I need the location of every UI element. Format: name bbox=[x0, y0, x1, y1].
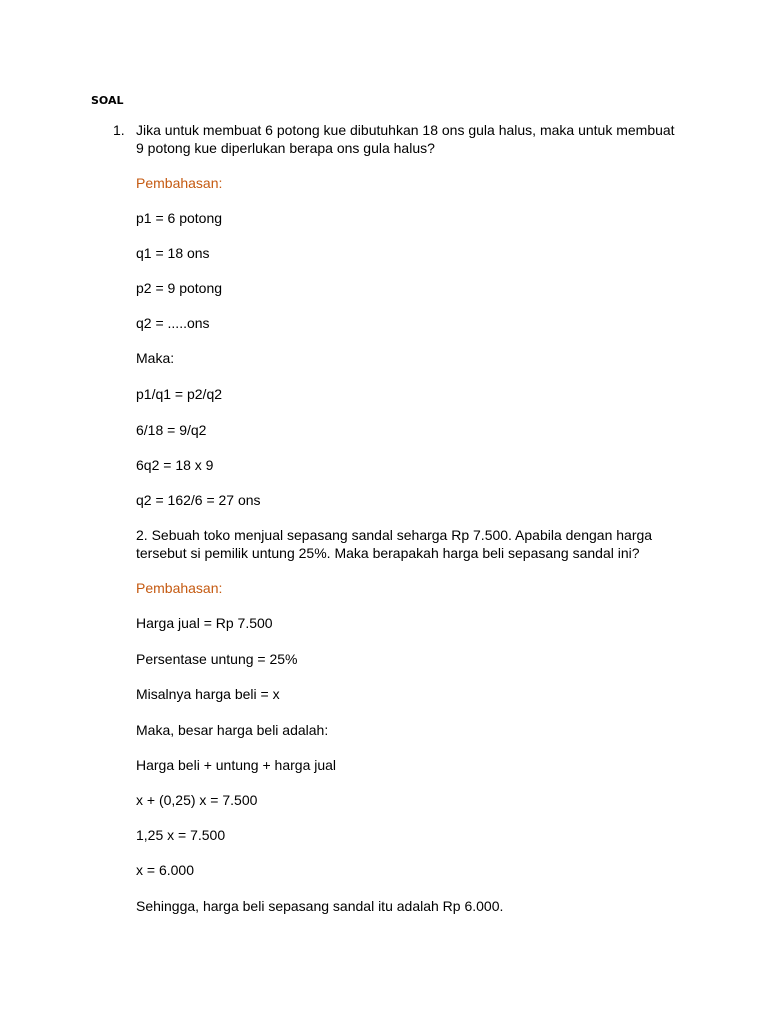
q1-step-1: p1 = 6 potong bbox=[136, 210, 223, 226]
q2-step-2: Persentase untung = 25% bbox=[136, 651, 298, 667]
question-1-text-line-1: Jika untuk membuat 6 potong kue dibutuhkan 18 ons gula halus, maka untuk membuat bbox=[136, 122, 675, 138]
q2-step-3: Misalnya harga beli = x bbox=[136, 686, 280, 702]
question-2-text-line-1: 2. Sebuah toko menjual sepasang sandal seharga Rp 7.500. Apabila dengan harga bbox=[136, 527, 653, 543]
q2-step-9: Sehingga, harga beli sepasang sandal itu adalah Rp 6.000. bbox=[136, 898, 504, 914]
q1-step-8: 6q2 = 18 x 9 bbox=[136, 457, 214, 473]
q2-step-6: x + (0,25) x = 7.500 bbox=[136, 792, 258, 808]
q2-step-5: Harga beli + untung + harga jual bbox=[136, 757, 337, 773]
q2-step-8: x = 6.000 bbox=[136, 862, 194, 878]
q2-step-4: Maka, besar harga beli adalah: bbox=[136, 722, 329, 738]
q1-step-9: q2 = 162/6 = 27 ons bbox=[136, 492, 261, 508]
question-2-text-line-2: tersebut si pemilik untung 25%. Maka berapakah harga beli sepasang sandal ini? bbox=[136, 545, 640, 561]
q1-step-6: p1/q1 = p2/q2 bbox=[136, 386, 223, 402]
q2-step-7: 1,25 x = 7.500 bbox=[136, 827, 226, 843]
q1-step-3: p2 = 9 potong bbox=[136, 280, 223, 296]
question-1-solution-label: Pembahasan: bbox=[136, 175, 223, 191]
q1-step-4: q2 = .....ons bbox=[136, 315, 210, 331]
q2-step-1: Harga jual = Rp 7.500 bbox=[136, 615, 273, 631]
q1-step-7: 6/18 = 9/q2 bbox=[136, 422, 207, 438]
question-1-number: 1. bbox=[113, 122, 125, 138]
q1-step-5: Maka: bbox=[136, 350, 175, 366]
q1-step-2: q1 = 18 ons bbox=[136, 245, 210, 261]
question-1-text-line-2: 9 potong kue diperlukan berapa ons gula halus? bbox=[136, 140, 435, 156]
page-heading: SOAL bbox=[91, 94, 124, 107]
question-2-solution-label: Pembahasan: bbox=[136, 580, 223, 596]
